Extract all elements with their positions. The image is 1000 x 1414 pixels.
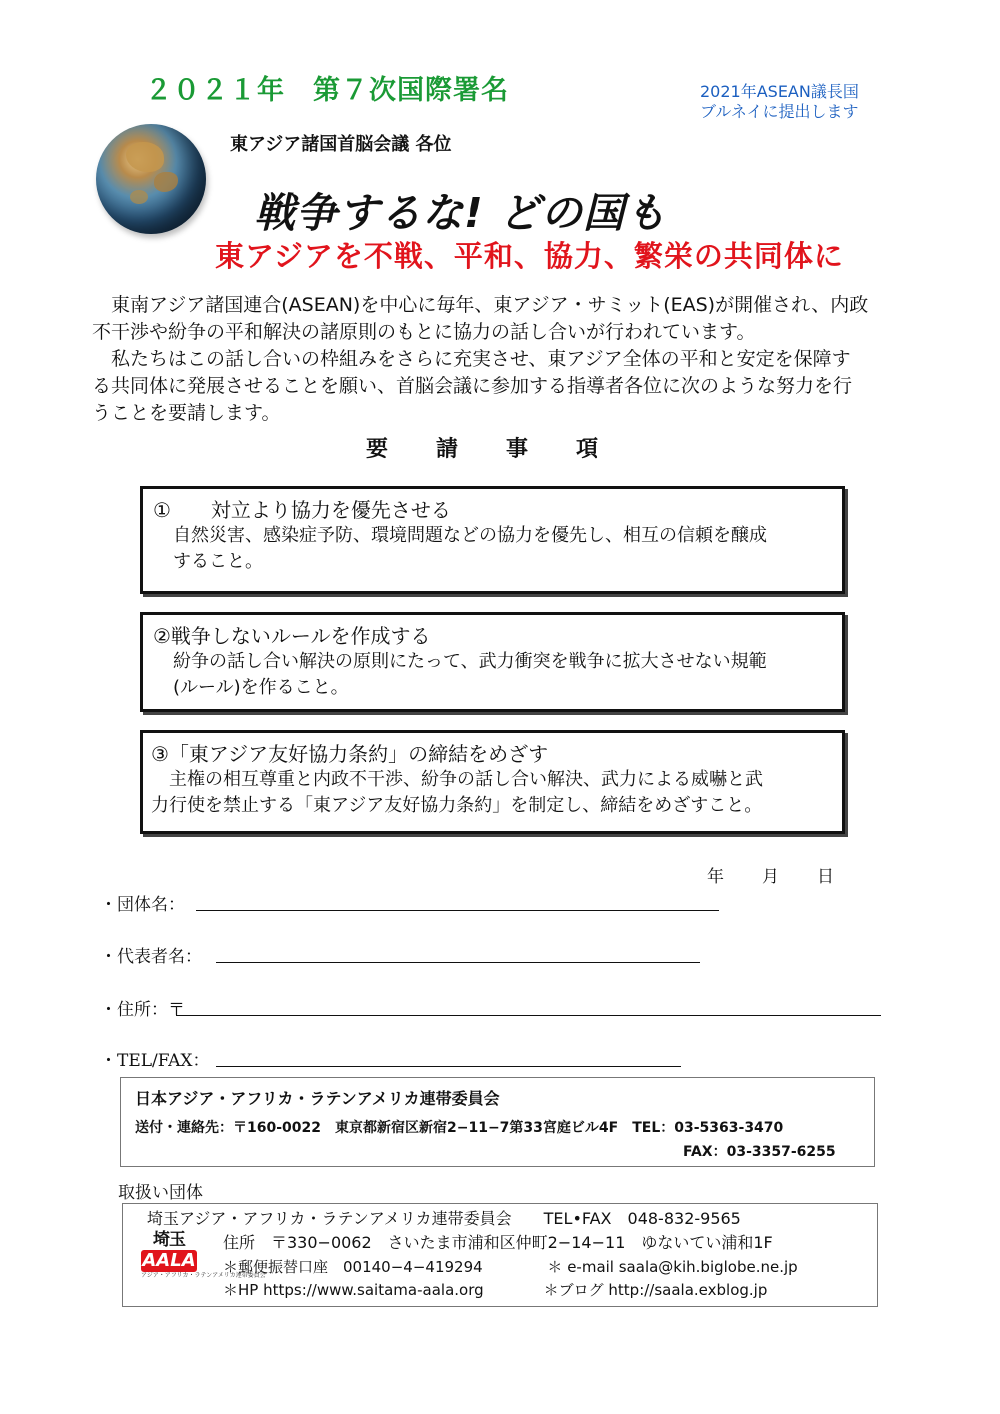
request-item-2 [140, 612, 845, 712]
heading-char: 項 [576, 436, 599, 462]
main-slogan: 戦争するな! どの国も [254, 189, 667, 237]
date-line [707, 862, 834, 887]
intro-line: 不干渉や紛争の平和解決の諸原則のもとに協力の話し合いが行われています。 [92, 321, 756, 343]
subtitle: 東アジアを不戦、平和、協力、繁栄の共同体に [215, 239, 844, 273]
sender-info-box [120, 1077, 875, 1167]
request-item-3 [140, 730, 845, 834]
handler-postal-email-line: ＊郵便振替口座 00140−4−419294 ＊ e-mail saala@kih.biglobe.ne.jp [223, 1258, 798, 1276]
address-field[interactable] [176, 995, 881, 1016]
document-title: ２０２１年 第７次国際署名 [145, 75, 509, 106]
representative-field[interactable] [216, 942, 700, 963]
org-name-field[interactable] [196, 890, 719, 911]
handler-address-line: 住所 〒330−0062 さいたま市浦和区仲町2−14−11 ゆないてい浦和1F [223, 1233, 773, 1252]
intro-line: 東南アジア諸国連合(ASEAN)を中心に毎年、東アジア・サミット(EAS)が開催され、内政 [92, 294, 869, 316]
addressee: 東アジア諸国首脳会議 各位 [230, 134, 452, 155]
sender-contact: 送付・連絡先：〒160-0022 東京都新宿区新宿2−11−7第33宮庭ビル4F TEL：03-5363-3470 [135, 1120, 784, 1136]
intro-paragraph [92, 292, 932, 427]
representative-field-label: ・代表者名： [100, 947, 202, 967]
address-field-label: ・住所：〒 [100, 1000, 185, 1020]
handler-label: 取扱い団体 [118, 1183, 203, 1203]
intro-line: うことを要請します。 [92, 402, 281, 424]
request-body-line: すること。 [173, 551, 263, 572]
submission-notice [700, 82, 859, 122]
org-name-field-label: ・団体名： [100, 895, 185, 915]
date-month-label: 月 [762, 867, 779, 887]
handler-web-line: ＊HP https://www.saitama-aala.org ＊ブログ http://saala.exblog.jp [223, 1281, 768, 1299]
handler-info-box [122, 1203, 878, 1307]
request-body-line: 紛争の話し合い解決の原則にたって、武力衝突を戦争に拡大させない規範 [173, 651, 767, 672]
request-body-line: (ルール)を作ること。 [173, 677, 349, 698]
heading-char: 事 [506, 436, 529, 462]
request-body-line: 自然災害、感染症予防、環境問題などの協力を優先し、相互の信頼を醸成 [173, 525, 767, 546]
intro-line: 私たちはこの話し合いの枠組みをさらに充実させ、東アジア全体の平和と安定を保障す [92, 348, 851, 370]
sender-name: 日本アジア・アフリカ・ラテンアメリカ連帯委員会 [135, 1089, 500, 1108]
saitama-aala-logo: 埼玉 AALA アジア・アフリカ・ラテンアメリカ連帯委員会 [141, 1230, 266, 1279]
heading-char: 要 [366, 436, 389, 462]
request-body-line: 力行使を禁止する「東アジア友好協力条約」を制定し、締結をめざすこと。 [151, 795, 763, 816]
handler-name-line: 埼玉アジア・アフリカ・ラテンアメリカ連帯委員会 TEL•FAX 048-832-9565 [147, 1209, 741, 1228]
request-title: ③「東アジア友好協力条約」の締結をめざす [151, 742, 549, 766]
sender-fax: FAX：03-3357-6255 [683, 1144, 836, 1160]
request-title: ②戦争しないルールを作成する [153, 624, 431, 648]
tel-fax-field[interactable] [216, 1046, 681, 1067]
tel-fax-field-label: ・TEL/FAX： [100, 1051, 210, 1071]
date-year-label: 年 [707, 867, 724, 887]
notice-line-1: 2021年ASEAN議長国 [700, 82, 859, 101]
request-item-1 [140, 486, 845, 594]
intro-line: る共同体に発展させることを願い、首脳会議に参加する指導者各位に次のような努力を行 [92, 375, 853, 397]
date-day-label: 日 [817, 867, 834, 887]
requests-heading [366, 432, 646, 463]
heading-char: 請 [436, 436, 459, 462]
globe-icon [96, 124, 206, 234]
notice-line-2: ブルネイに提出します [700, 102, 859, 121]
request-body-line: 主権の相互尊重と内政不干渉、紛争の話し合い解決、武力による威嚇と武 [151, 769, 763, 790]
request-title: ① 対立より協力を優先させる [153, 498, 451, 522]
